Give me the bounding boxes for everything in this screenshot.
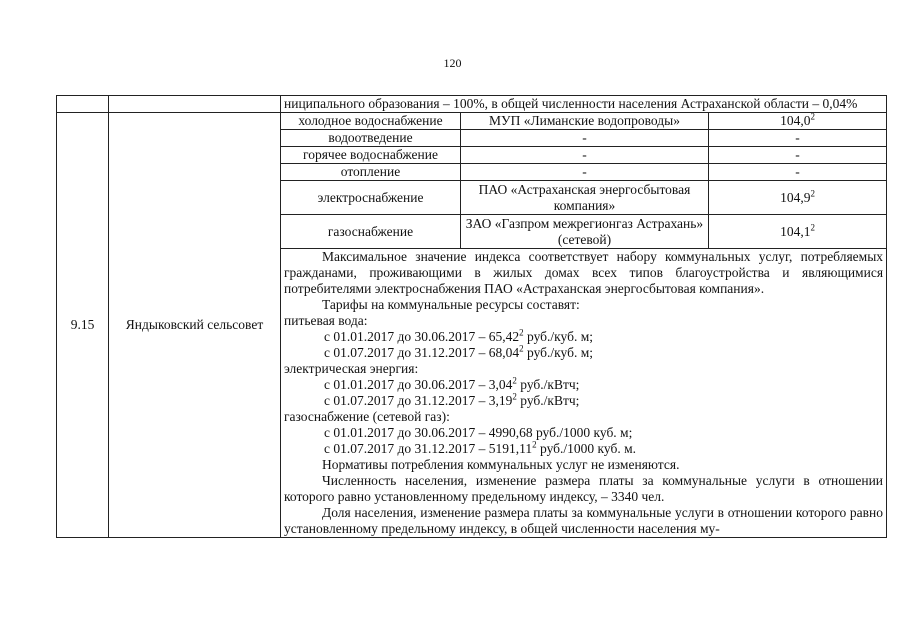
tariff-line: с 01.01.2017 до 30.06.2017 – 4990,68 руб./1000 куб. м; bbox=[324, 425, 633, 440]
tariff-group-title: питьевая вода: bbox=[284, 313, 368, 328]
provider-name: - bbox=[461, 147, 709, 164]
tariff-line: с 01.07.2017 до 31.12.2017 – 5191,11$^2$ руб./1000 куб. м. bbox=[324, 439, 636, 456]
tariff-line: с 01.01.2017 до 30.06.2017 – 3,04$^2$ руб./кВтч; bbox=[324, 375, 580, 392]
description-cell bbox=[281, 249, 887, 538]
tariff-line: с 01.01.2017 до 30.06.2017 – 65,42$^2$ руб./куб. м; bbox=[324, 327, 593, 344]
provider-name: ЗАО «Газпром межрегионгаз Астрахань» (сетевой) bbox=[461, 215, 709, 249]
tariff-table bbox=[56, 95, 887, 538]
tariff-group-title: газоснабжение (сетевой газ): bbox=[284, 409, 450, 424]
provider-name: - bbox=[461, 164, 709, 181]
service-name: водоотведение bbox=[281, 130, 461, 147]
table-row bbox=[57, 96, 887, 113]
paragraph: Тарифы на коммунальные ресурсы составят: bbox=[322, 297, 580, 312]
tariff-line: с 01.07.2017 до 31.12.2017 – 3,19$^2$ руб./кВтч; bbox=[324, 391, 580, 408]
provider-name: ПАО «Астраханская энергосбытовая компания» bbox=[461, 181, 709, 215]
paragraph: Нормативы потребления коммунальных услуг не изменяются. bbox=[322, 457, 680, 472]
service-name: холодное водоснабжение bbox=[281, 113, 461, 130]
row-number: 9.15 bbox=[57, 113, 109, 538]
service-name: горячее водоснабжение bbox=[281, 147, 461, 164]
tariff-line: с 01.07.2017 до 31.12.2017 – 68,04$^2$ руб./куб. м; bbox=[324, 343, 593, 360]
index-value: - bbox=[709, 164, 887, 181]
page-number: 120 bbox=[443, 56, 462, 70]
tariff-group-title: электрическая энергия: bbox=[284, 361, 419, 376]
paragraph: Доля населения, изменение размера платы за коммунальные услуги в отношении которого равно установленному предельному индексу, в общей численности населения му- bbox=[284, 505, 884, 536]
table-cell bbox=[57, 96, 109, 113]
continuation-text: ниципального образования – 100%, в общей численности населения Астраханской области – 0,04% bbox=[281, 96, 887, 113]
index-value: 104,0$^2$ bbox=[709, 113, 887, 130]
index-value: 104,9$^2$ bbox=[709, 181, 887, 215]
paragraph: Численность населения, изменение размера платы за коммунальные услуги в отношении которого равно установленному предельному индексу, – 3340 чел. bbox=[284, 473, 884, 504]
table-row bbox=[57, 113, 887, 130]
index-value: - bbox=[709, 130, 887, 147]
service-name: газоснабжение bbox=[281, 215, 461, 249]
service-name: электроснабжение bbox=[281, 181, 461, 215]
index-value: - bbox=[709, 147, 887, 164]
provider-name: МУП «Лиманские водопроводы» bbox=[461, 113, 709, 130]
paragraph: Максимальное значение индекса соответствует набору коммунальных услуг, потребляемых гражданами, проживающими в жилых домах всех типов благоустройства и являющимися потребителями электроснабжения ПАО «Астраханская энергосбытовая компания». bbox=[284, 249, 884, 296]
index-value: 104,1$^2$ bbox=[709, 215, 887, 249]
service-name: отопление bbox=[281, 164, 461, 181]
table-cell bbox=[109, 96, 281, 113]
municipality-name: Яндыковский сельсовет bbox=[109, 113, 281, 538]
provider-name: - bbox=[461, 130, 709, 147]
